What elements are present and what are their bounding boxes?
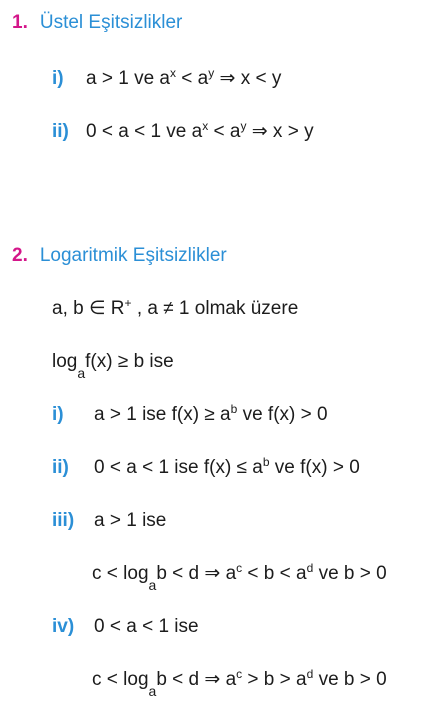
formula-text: a > 1 ise xyxy=(94,510,167,531)
exponent: x xyxy=(169,66,176,80)
item-label: iii) xyxy=(52,510,75,531)
section1-title: Üstel Eşitsizlikler xyxy=(39,12,183,33)
formula-text: f(x) ≥ b ise xyxy=(85,351,174,372)
formula-text: ⇒ x < y xyxy=(214,68,282,89)
item-label: iv) xyxy=(52,616,75,637)
section1-number: 1. xyxy=(12,12,28,33)
formula-text: ⇒ x > y xyxy=(246,121,314,142)
section2-number: 2. xyxy=(12,245,28,266)
exponent: b xyxy=(230,402,238,416)
exponent: c xyxy=(236,561,243,575)
condition-line xyxy=(52,296,299,319)
item-label: i) xyxy=(52,68,64,89)
log-text: log xyxy=(52,351,78,372)
item-label: ii) xyxy=(52,457,69,478)
section2-item-iii xyxy=(52,511,166,530)
formula-text: c < log xyxy=(92,669,149,690)
section2-item-iii-result xyxy=(92,561,387,593)
exponent: b xyxy=(262,455,270,469)
formula-text: < b < a xyxy=(242,563,307,584)
exponent: y xyxy=(240,119,247,133)
formula-text: b < d ⇒ a xyxy=(156,669,237,690)
exponent: + xyxy=(124,296,132,310)
formula-text: ve f(x) > 0 xyxy=(269,457,360,478)
exponent: d xyxy=(306,667,314,681)
exponent: y xyxy=(208,66,215,80)
item-label: i) xyxy=(52,404,64,425)
formula-text: c < log xyxy=(92,563,149,584)
formula-text: 0 < a < 1 ise f(x) ≤ a xyxy=(94,457,263,478)
formula-text: a > 1 ise f(x) ≥ a xyxy=(94,404,231,425)
section1-heading xyxy=(12,13,182,32)
formula-text: ve b > 0 xyxy=(313,669,387,690)
formula-text: < a xyxy=(175,68,209,89)
formula-text: b < d ⇒ a xyxy=(156,563,237,584)
section2-title: Logaritmik Eşitsizlikler xyxy=(39,245,227,266)
section2-item-iv-result xyxy=(92,667,387,699)
exponent: c xyxy=(236,667,243,681)
section2-item-ii xyxy=(52,455,360,478)
formula-text: 0 < a < 1 ise xyxy=(94,616,199,637)
formula-text: ve b > 0 xyxy=(313,563,387,584)
exponent: d xyxy=(306,561,314,575)
formula-text: 0 < a < 1 ve a xyxy=(86,121,203,142)
section1-item-ii xyxy=(52,119,314,142)
item-label: ii) xyxy=(52,121,69,142)
formula-text: a > 1 ve a xyxy=(86,68,170,89)
formula-text: < a xyxy=(208,121,241,142)
log-base: a xyxy=(148,683,157,699)
section2-item-iv xyxy=(52,617,199,636)
formula-text: a, b ∈ R xyxy=(52,298,125,319)
formula-text: , a ≠ 1 olmak üzere xyxy=(131,298,299,319)
log-base: a xyxy=(148,577,157,593)
premise-line xyxy=(52,351,174,381)
exponent: x xyxy=(202,119,209,133)
section2-item-i xyxy=(52,402,328,425)
formula-text: ve f(x) > 0 xyxy=(237,404,328,425)
log-base: a xyxy=(77,365,86,381)
section1-item-i xyxy=(52,66,282,89)
section2-heading xyxy=(12,246,227,265)
formula-text: > b > a xyxy=(242,669,307,690)
